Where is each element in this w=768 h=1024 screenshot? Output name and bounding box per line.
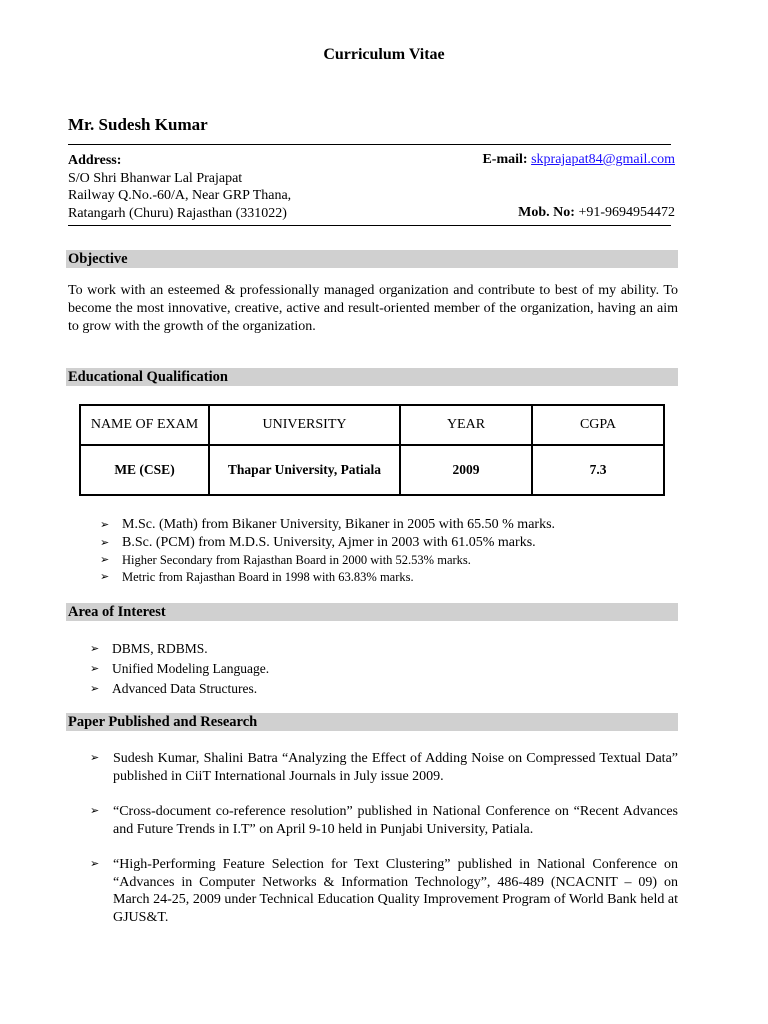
document-title: Curriculum Vitae: [323, 46, 445, 63]
email-label: E-mail:: [482, 152, 528, 167]
arrow-bullet-icon: ➢: [90, 683, 100, 695]
objective-text: To work with an esteemed & professionally managed organization and contribute to best of my ability. To become the most innovative, creative, active and result-oriented member of the organization, having an aim to grow with the growth of the organization.: [68, 283, 678, 334]
paper-item: [90, 856, 678, 926]
mobile-number: +91-9694954472: [578, 205, 675, 220]
divider-top: [68, 144, 671, 145]
paper-item: [90, 803, 678, 838]
table-header-cgpa: CGPA: [532, 405, 664, 445]
table-row: [80, 445, 664, 495]
arrow-bullet-icon: ➢: [90, 805, 100, 817]
list-item: [90, 659, 269, 679]
list-item: [100, 516, 555, 534]
email-link[interactable]: skprajapat84@gmail.com: [531, 152, 675, 167]
paper-text: Sudesh Kumar, Shalini Batra “Analyzing the Effect of Adding Noise on Compressed Textual Data” published in CiiT International Journals in July issue 2009.: [113, 751, 678, 784]
arrow-bullet-icon: ➢: [100, 519, 110, 531]
section-papers-heading: Paper Published and Research: [66, 713, 678, 731]
education-table: [79, 404, 665, 496]
section-education-heading: Educational Qualification: [66, 368, 678, 386]
table-cell-university: Thapar University, Patiala: [209, 445, 400, 495]
mobile-label: Mob. No:: [518, 205, 575, 220]
interest-item-text: Advanced Data Structures.: [112, 681, 258, 696]
list-item: [100, 569, 555, 586]
arrow-bullet-icon: ➢: [100, 571, 110, 583]
education-bullet-text: Metric from Rajasthan Board in 1998 with 63.83% marks.: [122, 570, 414, 584]
interest-item-text: Unified Modeling Language.: [112, 661, 270, 676]
candidate-name: Mr. Sudesh Kumar: [68, 115, 208, 134]
list-item: [100, 534, 555, 552]
interest-list: [90, 639, 269, 699]
table-cell-cgpa: 7.3: [532, 445, 664, 495]
table-header-exam: NAME OF EXAM: [80, 405, 209, 445]
arrow-bullet-icon: ➢: [90, 752, 100, 764]
address-label: Address:: [68, 153, 122, 168]
table-header-university: UNIVERSITY: [209, 405, 400, 445]
education-table-header-row: [80, 405, 664, 445]
arrow-bullet-icon: ➢: [90, 858, 100, 870]
education-bullet-text: Higher Secondary from Rajasthan Board in 2000 with 52.53% marks.: [122, 553, 471, 567]
paper-item: [90, 750, 678, 785]
education-bullet-text: M.Sc. (Math) from Bikaner University, Bikaner in 2005 with 65.50 % marks.: [122, 517, 556, 532]
arrow-bullet-icon: ➢: [90, 663, 100, 675]
section-objective-heading: Objective: [66, 250, 678, 268]
mobile-row: [518, 205, 675, 221]
list-item: [90, 679, 269, 699]
address-line-2: Railway Q.No.-60/A, Near GRP Thana,: [68, 188, 292, 203]
paper-text: “High-Performing Feature Selection for Text Clustering” published in National Conference on “Advances in Computer Networks & Information Technology”, 486-489 (NCACNIT – 09) on March 24-25, 2009 under Technical Education Quality Improvement Program of World Bank held at GJUS&T.: [113, 857, 678, 925]
divider-contact: [68, 225, 671, 226]
arrow-bullet-icon: ➢: [100, 554, 110, 566]
paper-text: “Cross-document co-reference resolution” published in National Conference on “Recent Advances and Future Trends in I.T” on April 9-10 held in Punjabi University, Patiala.: [113, 804, 678, 837]
email-row: [482, 152, 675, 168]
arrow-bullet-icon: ➢: [90, 643, 100, 655]
interest-item-text: DBMS, RDBMS.: [112, 641, 208, 656]
education-bullet-list: [100, 516, 555, 586]
table-header-year: YEAR: [400, 405, 532, 445]
address-line-1: S/O Shri Bhanwar Lal Prajapat: [68, 171, 243, 186]
section-interest-heading: Area of Interest: [66, 603, 678, 621]
address-line-3: Ratangarh (Churu) Rajasthan (331022): [68, 206, 287, 221]
table-cell-exam: ME (CSE): [80, 445, 209, 495]
table-cell-year: 2009: [400, 445, 532, 495]
list-item: [90, 639, 269, 659]
list-item: [100, 552, 555, 569]
arrow-bullet-icon: ➢: [100, 537, 110, 549]
education-bullet-text: B.Sc. (PCM) from M.D.S. University, Ajmer in 2003 with 61.05% marks.: [122, 535, 536, 550]
